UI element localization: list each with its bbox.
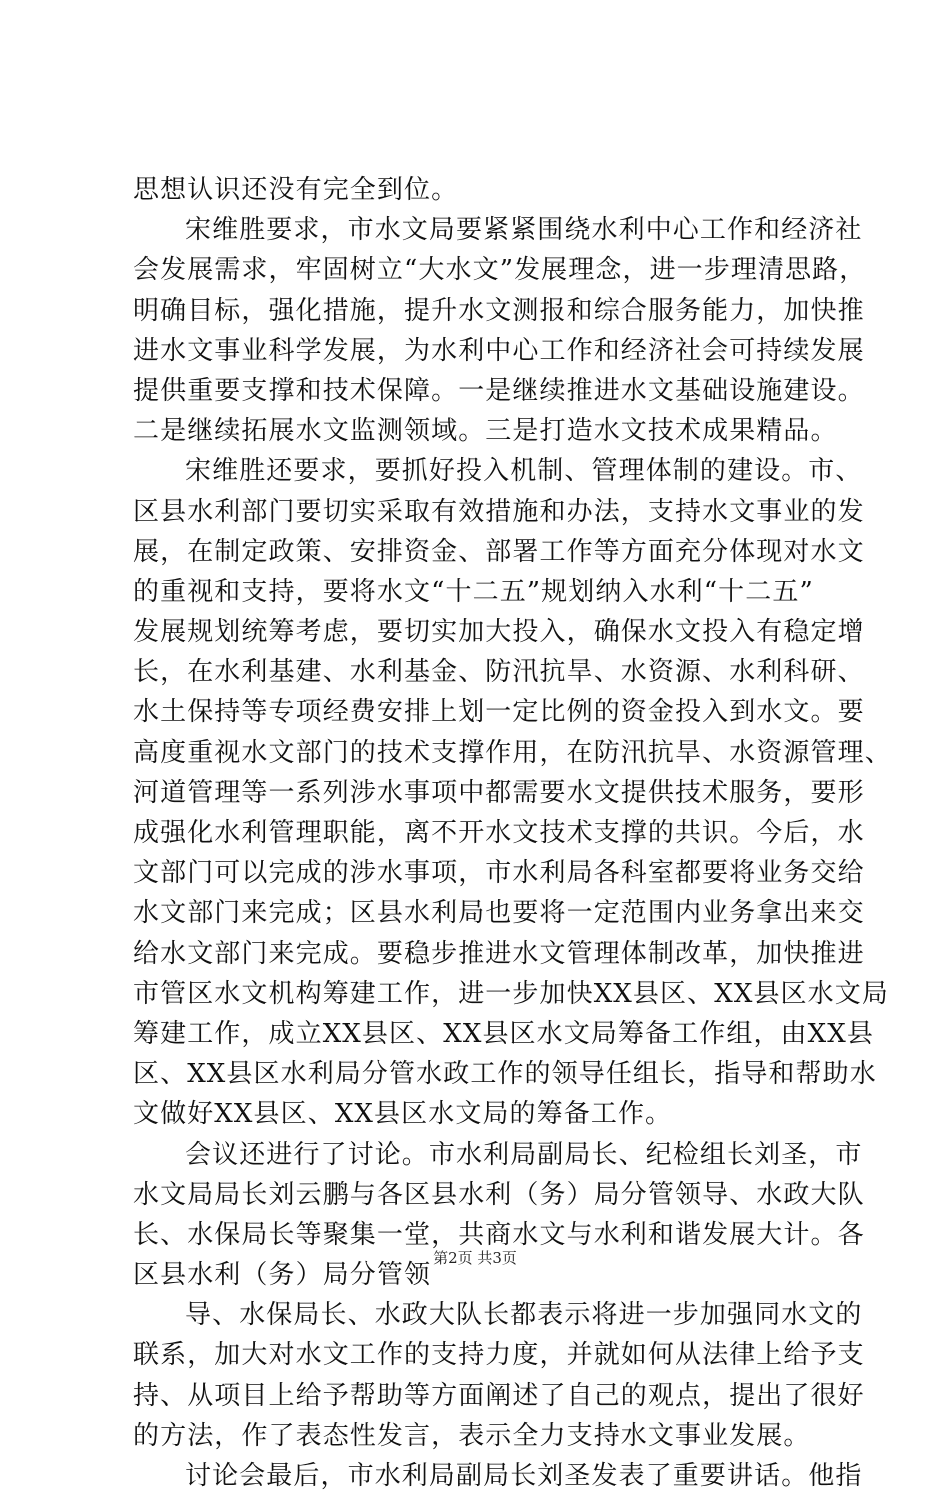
text-line: 长、水保局长等聚集一堂，共商水文与水利和谐发展大计。各 (133, 1219, 865, 1250)
text-line: 会发展需求，牢固树立“大水文”发展理念，进一步理清思路， (133, 255, 867, 286)
text-line: 讨论会最后，市水利局副局长刘圣发表了重要讲话。他指 (185, 1461, 863, 1491)
text-line: 成强化水利管理职能，离不开水文技术支撑的共识。今后，水 (133, 818, 865, 848)
text-line: 文做好XX县区、XX县区水文局的筹备工作。 (133, 1099, 673, 1130)
text-line: 区县水利部门要切实采取有效措施和办法，支持水文事业的发 (133, 496, 865, 527)
text-line: 筹建工作，成立XX县区、XX县区水文局筹备工作组，由XX县 (133, 1018, 874, 1049)
text-line: 区县水利（务）局分管领 (133, 1260, 432, 1291)
text-line: 进水文事业科学发展，为水利中心工作和经济社会可持续发展 (133, 335, 865, 366)
text-line: 给水文部门来完成。要稳步推进水文管理体制改革，加快推进 (133, 938, 865, 969)
text-line: 水文局局长刘云鹏与各区县水利（务）局分管领导、水政大队 (133, 1179, 865, 1210)
text-line: 展，在制定政策、安排资金、部署工作等方面充分体现对水文 (133, 536, 865, 567)
text-line: 发展规划统筹考虑，要切实加大投入，确保水文投入有稳定增 (133, 617, 865, 648)
text-line: 水土保持等专项经费安排上划一定比例的资金投入到水文。要 (133, 697, 865, 728)
text-line: 区、XX县区水利局分管水政工作的领导任组长，指导和帮助水 (133, 1059, 877, 1090)
text-line: 明确目标，强化措施，提升水文测报和综合服务能力，加快推 (133, 295, 865, 326)
text-line: 河道管理等一系列涉水事项中都需要水文提供技术服务，要形 (133, 777, 865, 808)
text-line: 会议还进行了讨论。市水利局副局长、纪检组长刘圣，市 (185, 1139, 863, 1170)
text-line: 二是继续拓展水文监测领域。三是打造水文技术成果精品。 (133, 416, 838, 447)
text-line: 长，在水利基建、水利基金、防汛抗旱、水资源、水利科研、 (133, 657, 865, 688)
text-line: 联系，加大对水文工作的支持力度，并就如何从法律上给予支 (133, 1340, 865, 1371)
text-line: 高度重视水文部门的技术支撑作用，在防汛抗旱、水资源管理、 (133, 737, 892, 768)
text-line: 的重视和支持，要将水文“十二五”规划纳入水利“十二五” (133, 576, 814, 607)
text-line: 宋维胜要求，市水文局要紧紧围绕水利中心工作和经济社 (185, 215, 863, 246)
document-body (133, 170, 892, 1496)
text-line: 持、从项目上给予帮助等方面阐述了自己的观点，提出了很好 (133, 1380, 865, 1411)
text-line: 市管区水文机构筹建工作，进一步加快XX县区、XX县区水文局 (133, 978, 889, 1009)
text-line: 的方法，作了表态性发言，表示全力支持水文事业发展。 (133, 1420, 811, 1451)
text-line: 导、水保局长、水政大队长都表示将进一步加强同水文的 (185, 1300, 863, 1331)
text-line: 提供重要支撑和技术保障。一是继续推进水文基础设施建设。 (133, 375, 865, 406)
text-line: 思想认识还没有完全到位。 (133, 175, 459, 205)
text-line: 水文部门来完成；区县水利局也要将一定范围内业务拿出来交 (133, 898, 865, 929)
text-line: 宋维胜还要求，要抓好投入机制、管理体制的建设。市、 (185, 456, 863, 487)
page-number-footer: 第2页 共3页 (433, 1249, 517, 1267)
text-line: 文部门可以完成的涉水事项，市水利局各科室都要将业务交给 (133, 858, 865, 889)
